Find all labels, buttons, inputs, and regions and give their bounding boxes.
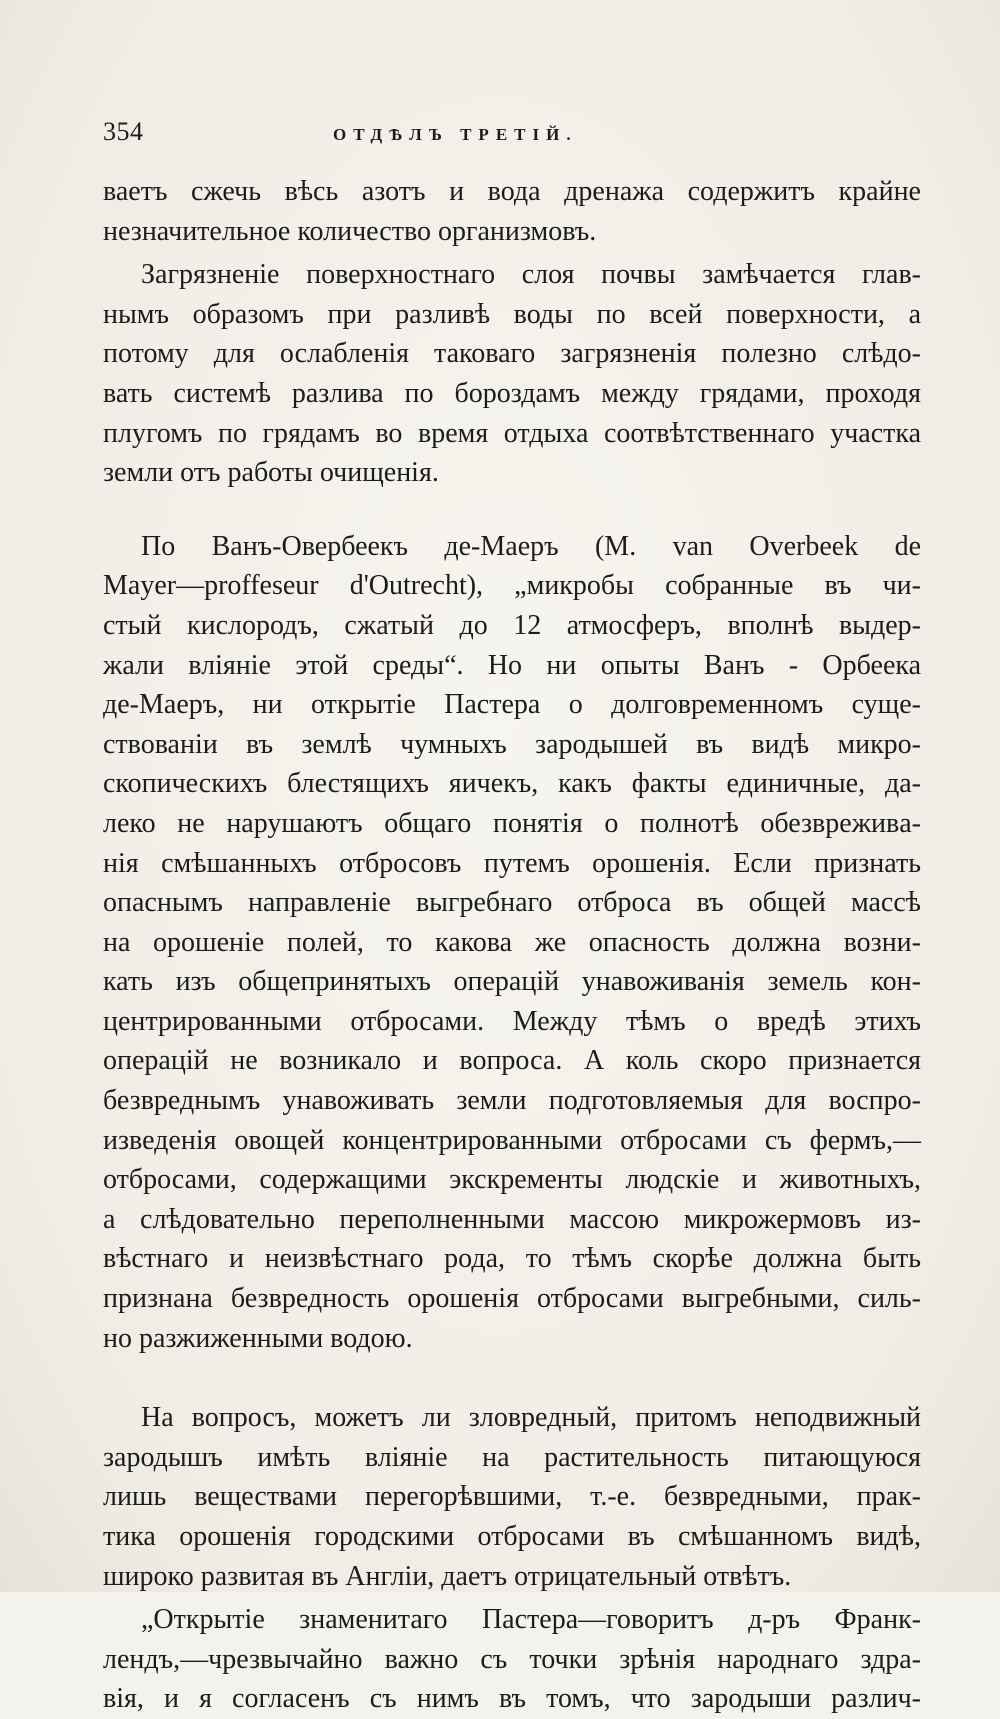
paragraph bbox=[103, 527, 921, 1358]
body-text bbox=[103, 172, 921, 1719]
text-line: стый кислородъ, сжатый до 12 атмосферъ, вполнѣ выдер- bbox=[103, 609, 921, 641]
text-line: изведенія овощей концентрированными отбросами съ фермъ,— bbox=[103, 1124, 921, 1156]
text-line: операцій не возникало и вопроса. А коль скоро признается bbox=[103, 1045, 921, 1077]
text-line: широко развитая въ Англіи, даетъ отрицательный отвѣтъ. bbox=[103, 1560, 792, 1592]
text-line: вія, и я согласенъ съ нимъ въ томъ, что зародыши различ- bbox=[103, 1683, 921, 1715]
text-line: отбросами, содержащими экскременты людскіе и животныхъ, bbox=[103, 1164, 921, 1196]
paragraph bbox=[103, 1398, 921, 1596]
text-line: потому для ослабленія таковаго загрязненія полезно слѣдо- bbox=[103, 338, 921, 370]
text-line: Загрязненіе поверхностнаго слоя почвы замѣчается глав- bbox=[141, 259, 921, 291]
text-line: на орошеніе полей, то какова же опасность должна возни- bbox=[103, 926, 921, 958]
text-line: незначительное количество организмовъ. bbox=[103, 215, 597, 247]
text-line: де-Маеръ, ни открытіе Пастера о долговременномъ суще- bbox=[103, 689, 921, 721]
paragraph bbox=[103, 255, 921, 493]
text-line: лендъ,—чрезвычайно важно съ точки зрѣнія народнаго здра- bbox=[103, 1643, 921, 1675]
text-line: центрированными отбросами. Между тѣмъ о вредѣ этихъ bbox=[103, 1005, 921, 1037]
running-head: ОТДѢЛЪ ТРЕТІЙ. bbox=[333, 125, 578, 144]
text-line: По Ванъ-Овербеекъ де-Маеръ (M. van Overbeek de bbox=[141, 530, 921, 562]
text-line: но разжиженными водою. bbox=[103, 1322, 413, 1354]
text-line: Mayer—proffeseur d'Outrecht), „микробы собранные въ чи- bbox=[103, 570, 921, 602]
text-line: нымъ образомъ при разливѣ воды по всей поверхности, а bbox=[103, 298, 921, 330]
text-line: плугомъ по грядамъ во время отдыха соотвѣтственнаго участка bbox=[103, 417, 921, 449]
text-line: опаснымъ направленіе выгребнаго отброса въ общей массѣ bbox=[103, 887, 921, 919]
text-line: „Открытіе знаменитаго Пастера—говоритъ д-ръ Франк- bbox=[141, 1604, 921, 1636]
text-line: леко не нарушаютъ общаго понятія о полнотѣ обезвреживa- bbox=[103, 807, 921, 839]
paragraph bbox=[103, 172, 921, 251]
text-line: безвреднымъ унавоживать земли подготовляемыя для воспро- bbox=[103, 1085, 921, 1117]
text-line: ствованіи въ землѣ чумныхъ зародышей въ видѣ микро- bbox=[103, 728, 921, 760]
text-line: вѣстнаго и неизвѣстнаго рода, то тѣмъ скорѣе должна быть bbox=[103, 1243, 921, 1275]
text-line: земли отъ работы очищенія. bbox=[103, 457, 439, 489]
text-line: зародышъ имѣть вліяніе на растительность питающуюся bbox=[103, 1441, 921, 1473]
page-header bbox=[103, 117, 921, 157]
text-line: кать изъ общепринятыхъ операцій унавоживанія земель кон- bbox=[103, 966, 921, 998]
text-line: скопическихъ блестящихъ яичекъ, какъ факты единичные, да- bbox=[103, 768, 921, 800]
text-line: тика орошенія городскими отбросами въ смѣшанномъ видѣ, bbox=[103, 1521, 921, 1552]
paragraph bbox=[103, 1600, 921, 1719]
text-line: признана безвредность орошенія отбросами выгребными, силь- bbox=[103, 1283, 921, 1315]
page-number: 354 bbox=[103, 117, 144, 146]
text-line: лишь веществами перегорѣвшими, т.-е. безвредными, прак- bbox=[103, 1481, 921, 1513]
text-line: вать системѣ разлива по бороздамъ между грядами, проходя bbox=[103, 377, 921, 409]
text-line: На вопросъ, можетъ ли зловредный, притомъ неподвижный bbox=[141, 1402, 921, 1434]
text-line: нія смѣшанныхъ отбросовъ путемъ орошенія. Если признать bbox=[103, 847, 921, 879]
text-line: ваетъ сжечь вѣсь азотъ и вода дренажа содержитъ крайне bbox=[103, 176, 921, 207]
text-line: а слѣдовательно переполненными массою микрожермовъ из- bbox=[103, 1203, 921, 1235]
text-line: жали вліяніе этой среды“. Но ни опыты Ванъ - Орбеека bbox=[103, 649, 921, 681]
